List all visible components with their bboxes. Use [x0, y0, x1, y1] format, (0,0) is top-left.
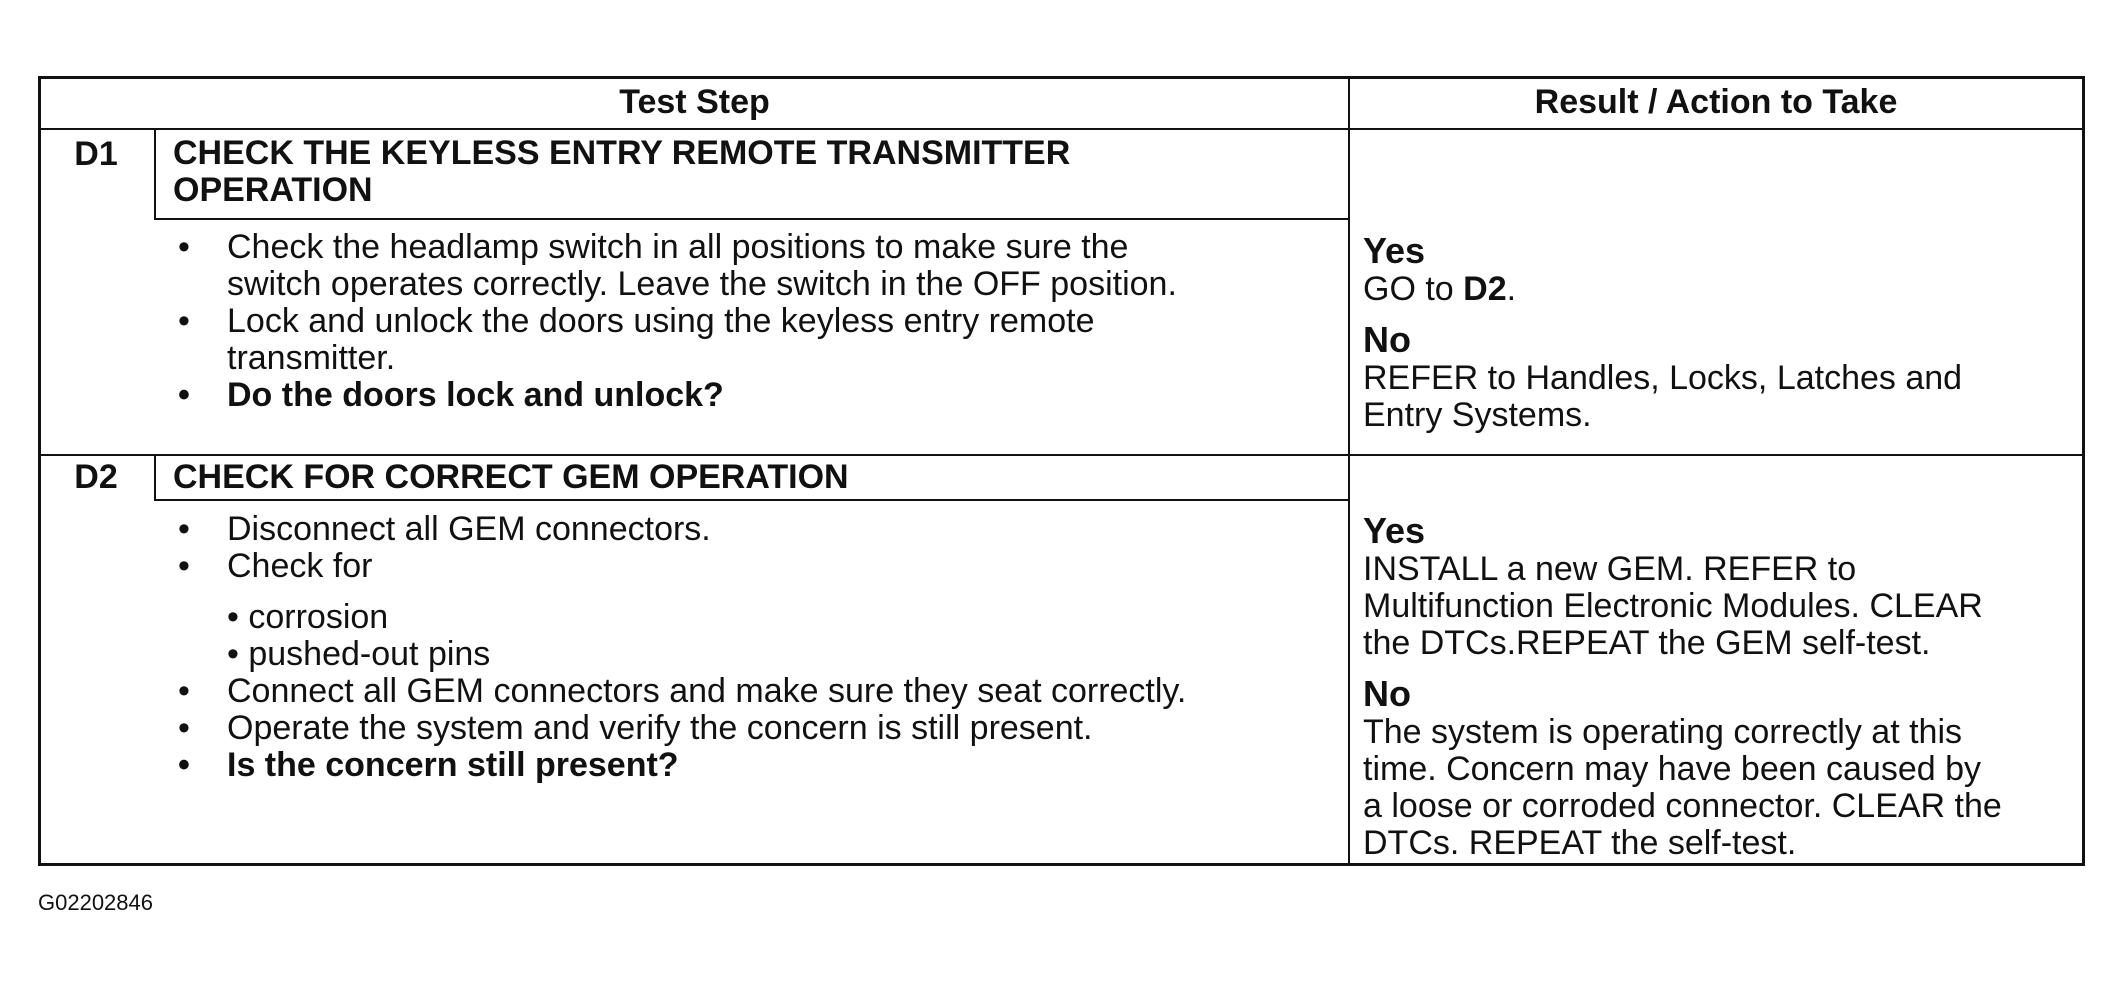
yes-action-line3: the DTCs.REPEAT the GEM self-test. — [1363, 624, 1931, 662]
list-item — [169, 673, 1186, 710]
yes-action-target: D2 — [1463, 270, 1507, 308]
list-item — [169, 303, 1177, 377]
bullet-question: Is the concern still present? — [227, 746, 679, 784]
sub-bullet-text: corrosion — [248, 598, 389, 636]
step-title-d1 — [173, 135, 1070, 209]
list-item — [169, 511, 1186, 548]
list-item — [169, 229, 1177, 303]
id-column-divider-d2 — [154, 455, 156, 499]
no-action-line4: DTCs. REPEAT the self-test. — [1363, 824, 1797, 862]
column-divider — [1348, 79, 1350, 863]
header-divider — [41, 128, 2082, 130]
bullet-text: Check the headlamp switch in all positions to make sure the — [227, 228, 1129, 266]
no-action-line2: Entry Systems. — [1363, 396, 1592, 434]
step-d2-bullets — [169, 511, 1186, 784]
bullet-icon: • — [178, 302, 190, 340]
figure-id: G02202846 — [38, 890, 153, 915]
result-d2 — [1363, 511, 2083, 862]
step-divider — [41, 454, 2082, 456]
step-id-d2: D2 — [74, 458, 118, 496]
bullet-text: Lock and unlock the doors using the keyless entry remote — [227, 302, 1095, 340]
yes-action-line1: INSTALL a new GEM. REFER to — [1363, 550, 1857, 588]
yes-action-line2: Multifunction Electronic Modules. CLEAR — [1363, 587, 1983, 625]
list-item — [169, 377, 1177, 414]
yes-label: Yes — [1363, 510, 1426, 551]
bullet-icon: • — [178, 709, 190, 747]
yes-action-text: GO to — [1363, 270, 1464, 308]
bullet-text: Disconnect all GEM connectors. — [227, 510, 711, 548]
sub-bullet-text: pushed-out pins — [248, 635, 491, 673]
bullet-icon: • — [178, 746, 190, 784]
step-d1-bullets — [169, 229, 1177, 414]
yes-label: Yes — [1363, 230, 1426, 271]
result-d1 — [1363, 231, 2083, 434]
step-title-d1-line2: OPERATION — [173, 171, 373, 209]
list-item — [169, 710, 1186, 747]
sub-bullet-list — [227, 599, 1186, 673]
bullet-text: Check for — [227, 547, 373, 585]
no-action-line1: REFER to Handles, Locks, Latches and — [1363, 359, 1963, 397]
list-item — [169, 548, 1186, 673]
yes-action — [1363, 271, 2083, 308]
d2-title-divider — [154, 499, 1349, 501]
step-title-d1-line1: CHECK THE KEYLESS ENTRY REMOTE TRANSMITTER — [173, 134, 1071, 172]
step-id-d1: D1 — [74, 135, 118, 173]
header-test-step: Test Step — [619, 83, 770, 121]
bullet-question: Do the doors lock and unlock? — [227, 376, 724, 414]
step-title-d2: CHECK FOR CORRECT GEM OPERATION — [173, 458, 849, 496]
yes-action-end: . — [1506, 270, 1517, 308]
bullet-text-cont: switch operates correctly. Leave the switch in the OFF position. — [227, 265, 1177, 303]
bullet-icon: • — [178, 547, 190, 585]
header-result: Result / Action to Take — [1534, 83, 1898, 121]
sub-bullet-icon: • — [227, 598, 239, 636]
no-action — [1363, 714, 2083, 862]
sub-bullet-icon: • — [227, 635, 239, 673]
bullet-icon: • — [178, 228, 190, 266]
bullet-text: Operate the system and verify the concern is still present. — [227, 709, 1093, 747]
bullet-icon: • — [178, 376, 190, 414]
yes-action — [1363, 551, 2083, 662]
bullet-text-cont: transmitter. — [227, 339, 396, 377]
no-label: No — [1363, 673, 1411, 714]
sub-list-item — [227, 636, 1186, 673]
d1-title-divider — [154, 218, 1349, 220]
no-action-line2: time. Concern may have been caused by — [1363, 750, 1982, 788]
diagnostic-table — [38, 76, 2085, 866]
no-action-line1: The system is operating correctly at this — [1363, 713, 1963, 751]
id-column-divider — [154, 129, 156, 218]
bullet-icon: • — [178, 672, 190, 710]
no-action — [1363, 360, 2083, 434]
no-label: No — [1363, 319, 1411, 360]
no-action-line3: a loose or corroded connector. CLEAR the — [1363, 787, 2002, 825]
list-item — [169, 747, 1186, 784]
bullet-text: Connect all GEM connectors and make sure they seat correctly. — [227, 672, 1187, 710]
bullet-icon: • — [178, 510, 190, 548]
sub-list-item — [227, 599, 1186, 636]
